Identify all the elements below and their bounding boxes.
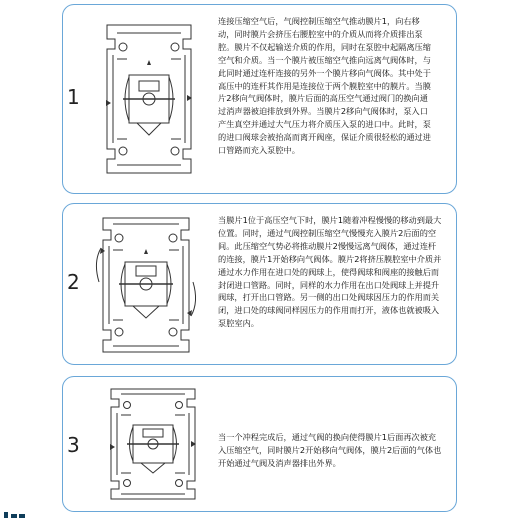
step-description: 当膜片1位于高压空气下时，膜片1随着冲程慢慢的移动到最大位置。同时，通过气阀控制压缩空气慢慢充入膜片2后面的空间。此压缩空气势必将推动膜片2慢慢远离气阀体，通过连杆的连接，膜片1开始移向气阀体。膜片2将挤压膜腔室中介质并通过水力作用在进口处的阀球上，使得阀球和阀座的接触后而封闭进口管路。同时，同样的水力作用在出口处阀球上并提升阀球，打开出口管路。另一侧的出口处阀球因压力的作用而关闭，进口处的球阀同样因压力的作用而打开，液体也就被吸入泵腔室内。 [218, 215, 442, 329]
step-description: 连接压缩空气后，气阀控制压缩空气推动膜片1，向右移动，同时膜片会挤压右腰腔室中的介质从而将介质排出泵腔。膜片不仅起输送介质的作用，同时在泵腔中起隔离压缩空气和介质。当一个膜片被压缩空气推向远离气阀体时，与此同时通过连杆连接的另外一个膜片移向气阀体。其中处于高压中的连杆其作用是连接位于两个膜腔室中的膜片。当膜片2移向气阀体时，膜片后面的高压空气通过阀门的换向通过消声器被迫排放到外界。当膜片2移向气阀体时，泵入口产生真空并通过大气压力将介质压入泵的进口中。此时，泵的进口阀球会被抬高而离开阀座，保证介质很轻松的通过进口管路而充入泵腔中。 [218, 16, 431, 156]
pump-diagram-step-2 [87, 212, 205, 358]
step-card-3 [62, 376, 457, 512]
step-description: 当一个冲程完成后，通过气阀的换向使得膜片1后面再次被充入压缩空气，同时膜片2开始移向气阀体，膜片2后面的气体也开始通过气阀及消声器排出外界。 [218, 432, 442, 468]
step-number: 1 [67, 85, 80, 109]
pump-diagram-step-3 [95, 385, 211, 505]
step-number: 2 [67, 270, 80, 294]
corner-mark-icon [4, 510, 26, 518]
step-card-1 [62, 4, 457, 194]
step-number: 3 [67, 433, 80, 457]
step-card-2 [62, 203, 457, 365]
pump-diagram-step-1 [93, 19, 205, 179]
